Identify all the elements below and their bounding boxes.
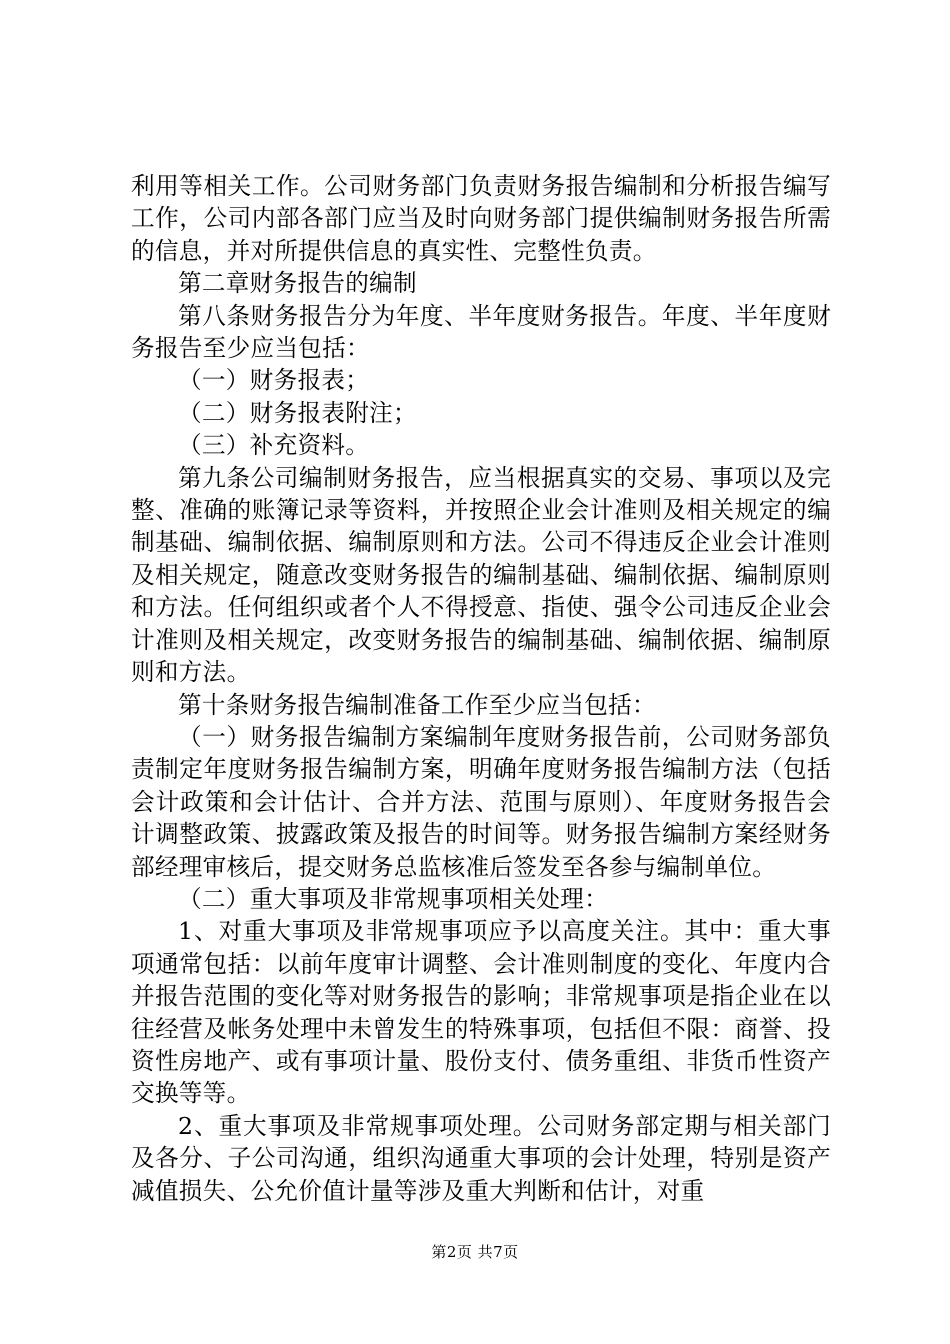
chapter-heading: 第二章财务报告的编制 [178,269,417,298]
article-10: 第十条财务报告编制准备工作至少应当包括： [178,690,656,719]
article-9: 第九条公司编制财务报告，应当根据真实的交易、事项以及完整、准确的账簿记录等资料，并按照企业会计准则及相关规定的编制基础、编制依据、编制原则和方法。公司不得违反企业会计准则及相关规定，随意改变财务报告的编制基础、编制依据、编制原则和方法。任何组织或者个人不得授意、指使、强令公司违反企业会计准则及相关规定，改变财务报告的编制基础、编制依据、编制原则和方法。 [131,463,831,687]
paragraph-continuation: 利用等相关工作。公司财务部门负责财务报告编制和分析报告编写工作，公司内部各部门应当及时向财务部门提供编制财务报告所需的信息，并对所提供信息的真实性、完整性负责。 [131,172,831,265]
numbered-item: 1、对重大事项及非常规事项应予以高度关注。其中：重大事项通常包括：以前年度审计调整、会计准则制度的变化、年度内合并报告范围的变化等对财务报告的影响；非常规事项是指企业在以往经营及帐务处理中未曾发生的特殊事项，包括但不限：商誉、投资性房地产、或有事项计量、股份支付、债务重组、非货币性资产交换等等。 [131,917,831,1108]
list-item: （一）财务报表； [178,366,370,395]
list-item: （三）补充资料。 [178,431,370,460]
numbered-item: 2、重大事项及非常规事项处理。公司财务部定期与相关部门及各分、子公司沟通，组织沟通重大事项的会计处理，特别是资产减值损失、公允价值计量等涉及重大判断和估计，对重 [131,1111,831,1205]
list-item: （一）财务报告编制方案编制年度财务报告前，公司财务部负责制定年度财务报告编制方案，明确年度财务报告编制方法（包括会计政策和会计估计、合并方法、范围与原则）、年度财务报告会计调整政策、披露政策及报告的时间等。财务报告编制方案经财务部经理审核后，提交财务总监核准后签发至各参与编制单位。 [131,722,831,881]
article-8: 第八条财务报告分为年度、半年度财务报告。年度、半年度财务报告至少应当包括： [131,301,831,363]
page-footer: 第2页 共7页 [431,1243,519,1261]
list-item: （二）财务报表附注； [178,398,417,427]
list-item: （二）重大事项及非常规事项相关处理： [178,884,609,913]
document-body [131,170,831,1207]
